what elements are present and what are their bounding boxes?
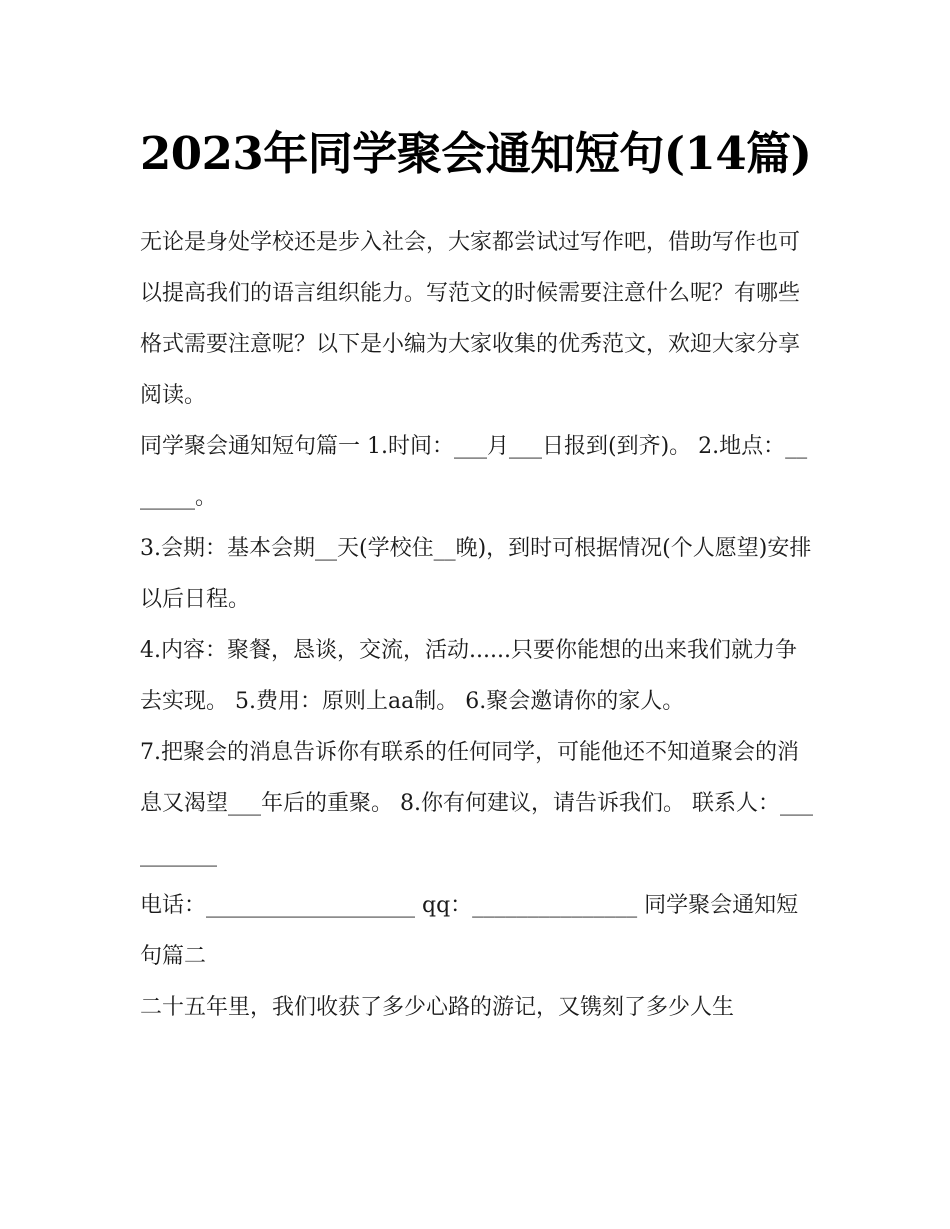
notice-time-location: 同学聚会通知短句篇一 1.时间：___月___日报到(到齐)。 2.地点：_______。	[140, 434, 808, 510]
document-body	[140, 217, 815, 1033]
document-title: 2023年同学聚会通知短句(14篇)	[140, 127, 812, 180]
document-page	[140, 118, 815, 1033]
notice-share-suggestions: 7.把聚会的消息告诉你有联系的任何同学，可能他还不知道聚会的消息又渴望___年后的重聚。 8.你有何建议，请告诉我们。 联系人：__________	[140, 740, 813, 867]
intro-paragraph: 无论是身处学校还是步入社会，大家都尝试过写作吧，借助写作也可以提高我们的语言组织能力。写范文的时候需要注意什么呢？有哪些格式需要注意呢？以下是小编为大家收集的优秀范文，欢迎大家分享阅读。	[140, 230, 801, 408]
notice-contact: 电话：___________________ qq：_______________ 同学聚会通知短句篇二	[140, 893, 799, 969]
notice-content-fees: 4.内容：聚餐，恳谈，交流，活动......只要你能想的出来我们就力争去实现。 5.费用：原则上aa制。 6.聚会邀请你的家人。	[140, 638, 797, 714]
article-two-opening: 二十五年里，我们收获了多少心路的游记，又镌刻了多少人生	[140, 995, 735, 1020]
notice-duration: 3.会期：基本会期__天(学校住__晚)，到时可根据情况(个人愿望)安排以后日程。	[140, 536, 812, 612]
